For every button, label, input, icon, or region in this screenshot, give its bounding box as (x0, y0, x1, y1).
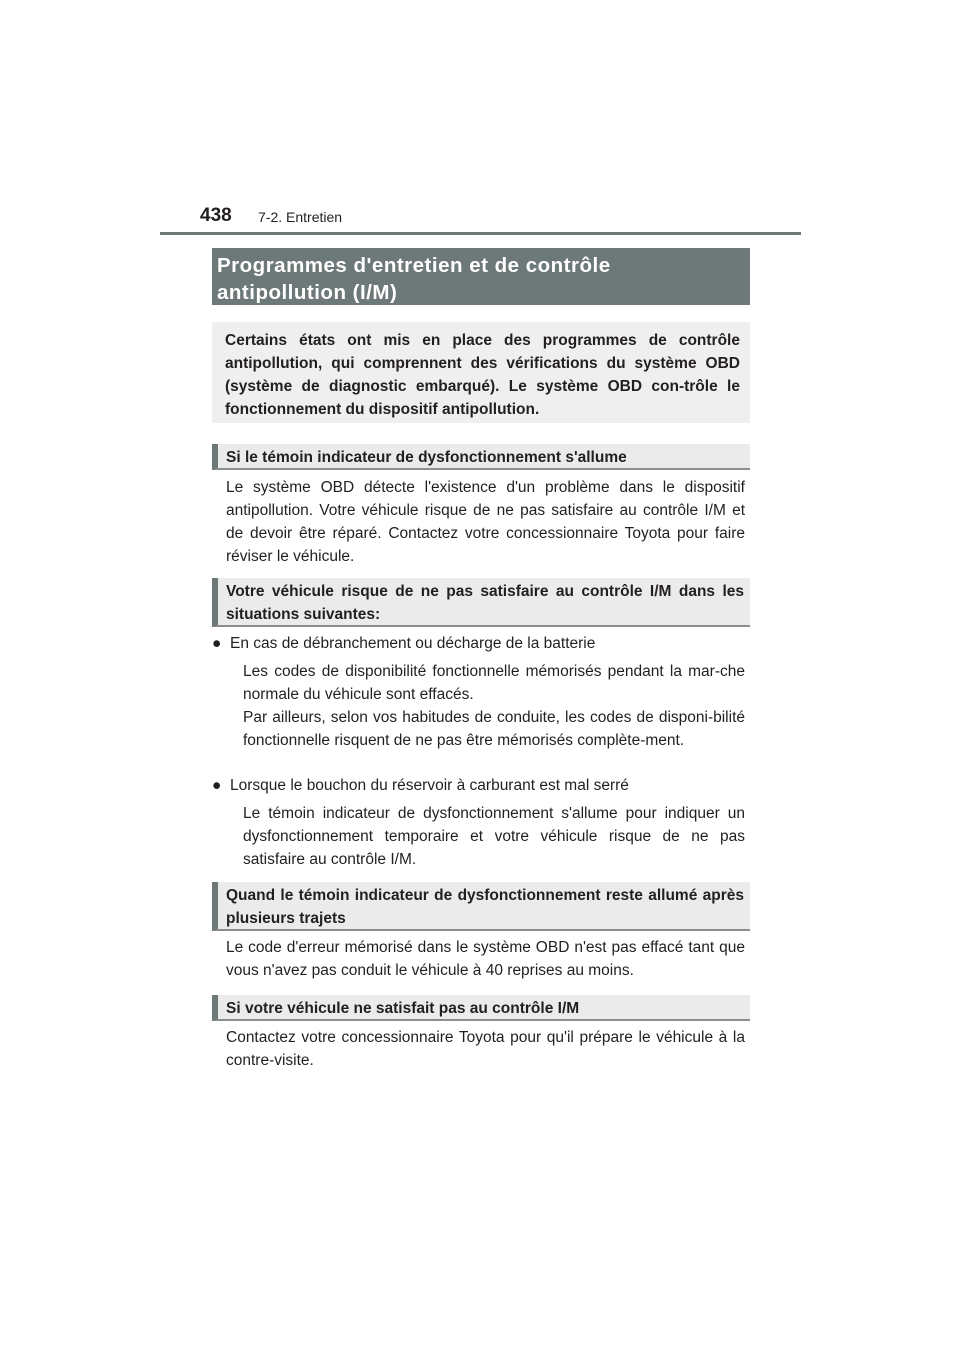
intro-box: Certains états ont mis en place des programmes de contrôle antipollution, qui comprennent des vérifications du système OBD (système de diagnostic embarqué). Le système OBD con-trôle le fonctionnement du dispositif antipollution. (212, 322, 750, 423)
bullet-icon: ● (212, 635, 222, 652)
list-item (212, 632, 745, 655)
section-label: 7-2. Entretien (258, 209, 343, 225)
page-number: 438 (200, 205, 232, 226)
bullet-body: Par ailleurs, selon vos habitudes de conduite, les codes de disponi-bilité fonctionnelle risquent de ne pas être mémorisés complète-ment. (243, 709, 745, 749)
bullet-body: Les codes de disponibilité fonctionnelle mémorisés pendant la mar-che normale du véhicule sont effacés. (243, 663, 745, 703)
page-title (212, 248, 750, 305)
bullet-label: En cas de débranchement ou décharge de la batterie (230, 635, 596, 652)
header-rule (160, 232, 801, 235)
paragraph-mil-on: Le système OBD détecte l'existence d'un problème dans le dispositif antipollution. Votre véhicule risque de ne pas satisfaire au contrôle I/M et de devoir être réparé. Contactez votre concessionnaire Toyota pour faire réviser le véhicule. (226, 479, 745, 565)
bullet-label: Lorsque le bouchon du réservoir à carburant est mal serré (230, 777, 629, 794)
subheading-mil-stays-on: Quand le témoin indicateur de dysfonctionnement reste allumé après plusieurs trajets (212, 882, 750, 931)
subheading-fails-im: Si votre véhicule ne satisfait pas au contrôle I/M (212, 995, 750, 1021)
subheading-mil-on: Si le témoin indicateur de dysfonctionnement s'allume (212, 444, 750, 470)
page-title-line2: antipollution (I/M) (217, 281, 398, 304)
bullet-icon: ● (212, 777, 222, 794)
subheading-may-fail: Votre véhicule risque de ne pas satisfaire au contrôle I/M dans les situations suivantes: (212, 578, 750, 627)
page-title-line1: Programmes d'entretien et de contrôle (217, 254, 611, 277)
paragraph-fails-im: Contactez votre concessionnaire Toyota pour qu'il prépare le véhicule à la contre-visite. (226, 1029, 745, 1069)
paragraph-mil-stays-on: Le code d'erreur mémorisé dans le système OBD n'est pas effacé tant que vous n'avez pas conduit le véhicule à 40 reprises au moins. (226, 939, 745, 979)
list-item (212, 774, 745, 797)
bullet-body: Le témoin indicateur de dysfonctionnement s'allume pour indiquer un dysfonctionnement temporaire et votre véhicule risque de ne pas satisfaire au contrôle I/M. (243, 805, 745, 868)
